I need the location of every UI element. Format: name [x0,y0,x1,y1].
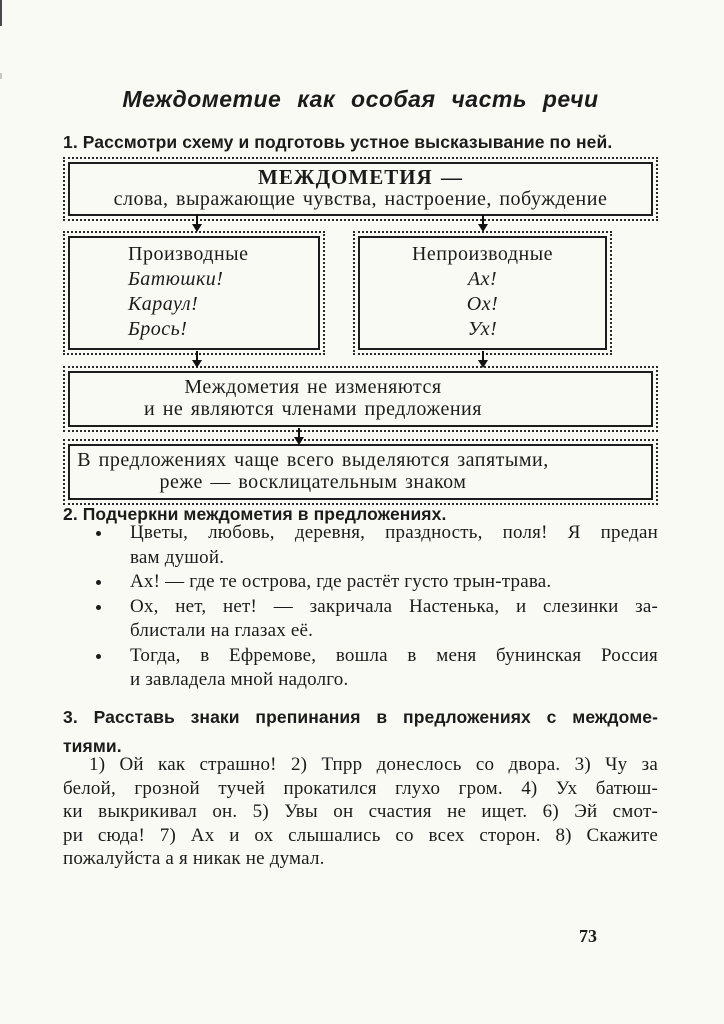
text-line: Батюшки! [128,268,224,290]
text-line: Ах! — где те острова, где растёт густо трын-трава. [130,571,552,592]
text-line: Ах! [467,268,498,290]
page-title: Междометие как особая часть речи [122,86,599,112]
nonderived-interjections-box [353,231,612,355]
sentence-text [130,521,658,570]
arrow-down-icon [478,215,488,232]
text-line: ки выкрикивал он. 5) Увы он счастия не ищет. 6) Эй смот- [63,801,658,822]
arrow-down-icon [478,351,488,368]
list-item [63,521,658,570]
text-line: тиями. [63,735,122,756]
schema-definition-title: МЕЖДОМЕТИЯ — [258,165,463,189]
exercise1-heading: 1. Рассмотри схему и подготовь устное высказывание по ней. [63,132,613,152]
derived-examples [128,267,318,342]
text-line: Ох! [466,293,499,315]
derived-title: Производные [128,243,249,265]
arrow-down-icon [294,428,304,445]
arrow-down-icon [192,215,202,232]
arrow-down-icon [192,351,202,368]
text-line: вам душой. [130,546,225,568]
text-line: и завладела мной надолго. [130,669,349,690]
scan-artifact [0,73,2,79]
text-line: реже — восклицательным знаком [159,471,467,493]
text-line: 1) Ой как страшно! 2) Тпрр донеслось со двора. 3) Чу за [89,754,658,775]
text-line: Цветы, любовь, деревня, праздность, поля! Я предан [130,522,658,543]
page-number: 73 [579,926,597,946]
text-line: Ох, нет, нет! — закричала Настенька, и слезинки за- [130,595,658,617]
bullet-icon [63,595,130,644]
sentence-text [130,644,658,693]
exercise2-sentence-list [63,521,658,693]
text-line: Тогда, в Ефремове, вошла в меня бунинская Россия [130,644,658,666]
schema-rule-box [63,366,658,432]
schema-definition-subtitle: слова, выражающие чувства, настроение, побуждение [113,188,608,210]
bullet-icon [63,521,130,570]
text-line: блистали на глазах её. [130,620,314,641]
text-line: В предложениях чаще всего выделяются запятыми, [77,449,549,471]
interjections-schema [63,157,658,505]
schema-types-row [63,231,658,355]
text-line: Междометия не изменяются [184,376,442,398]
exercise2-heading: 2. Подчеркни междометия в предложениях. [63,504,447,524]
bullet-icon [63,570,130,595]
text-line: Ух! [467,318,498,340]
list-item [63,644,658,693]
text-line: белой, грозной тучей прокатился глухо гром. 4) Ух батюш- [63,777,658,799]
text-line: ри сюда! 7) Ах и ох слышались со всех сторон. 8) Скажите [63,824,658,846]
schema-punctuation-text [68,444,653,500]
scan-artifact [0,0,2,26]
list-item [63,570,658,595]
derived-interjections-box [63,231,325,355]
text-line: пожалуйста а я никак не думал. [63,848,325,869]
text-line: Караул! [128,293,199,315]
bullet-icon [63,644,130,693]
text-line: Брось! [128,318,188,340]
exercise3-paragraph [63,753,658,871]
nonderived-title: Непроизводные [411,243,554,265]
schema-definition-box [63,157,658,221]
text-line: и не являются членами предложения [144,398,482,420]
exercise3-heading [63,703,658,760]
nonderived-examples [360,267,605,342]
sentence-text [130,570,658,595]
sentence-text [130,595,658,644]
schema-punctuation-box [63,439,658,505]
schema-rule-text [68,371,653,427]
text-line: 3. Расставь знаки препинания в предложениях с междоме- [63,707,658,727]
list-item [63,595,658,644]
